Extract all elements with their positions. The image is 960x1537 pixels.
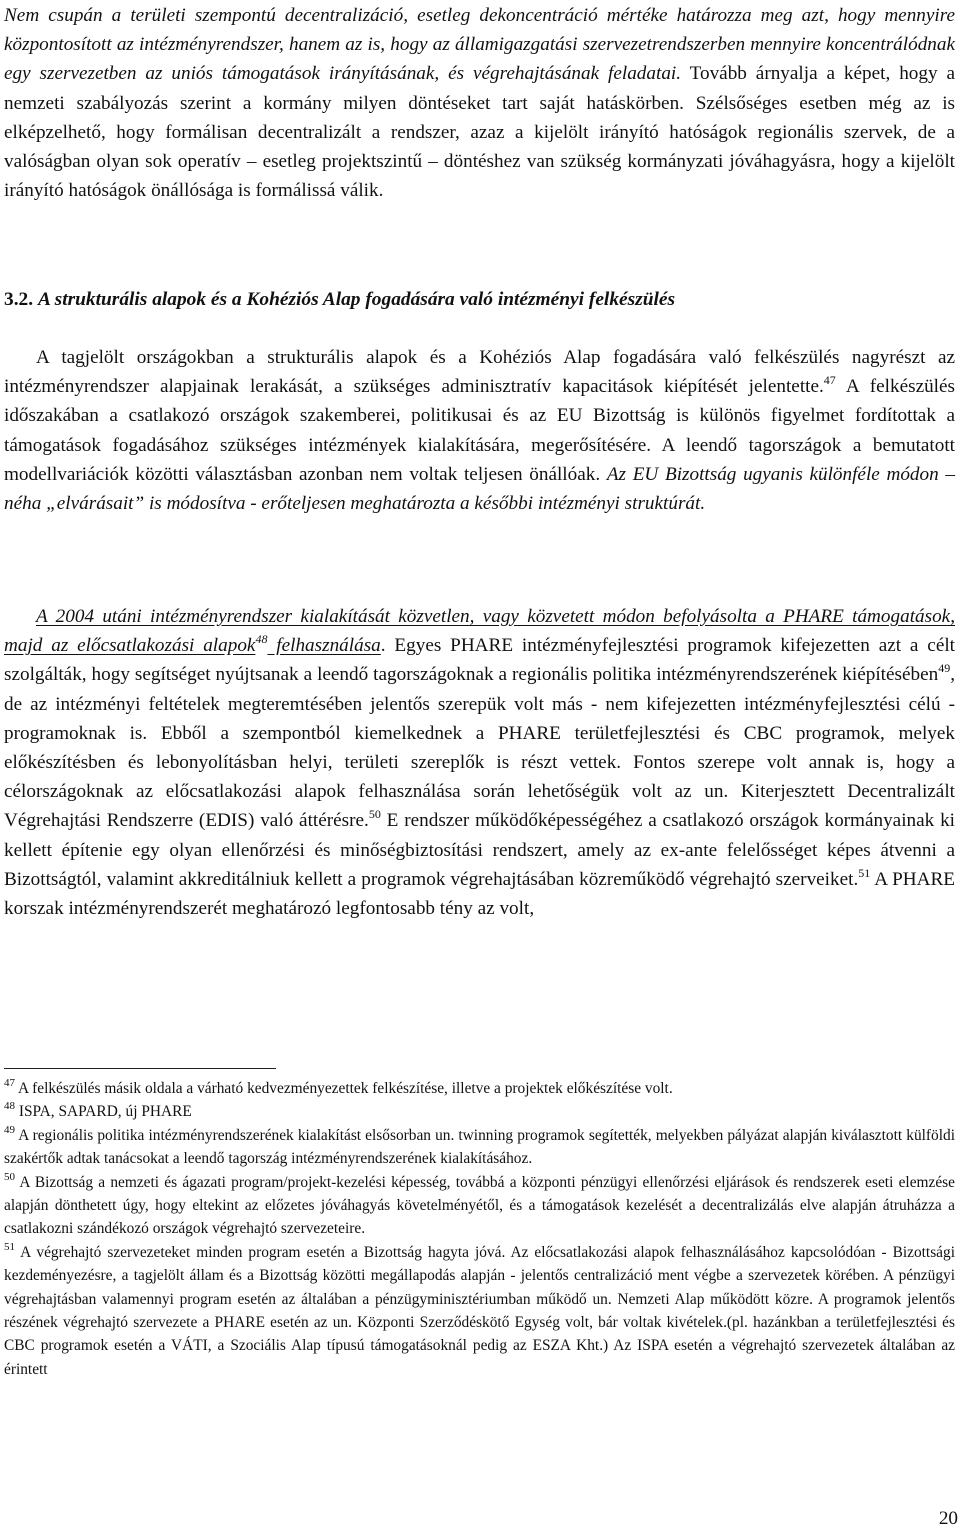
paragraph3-text-1: . Egyes PHARE intézményfejlesztési programok kifejezetten azt a célt szolgálták, hogy segítséget nyújtsanak a leendő tagországoknak a regionális politika intézményrendszerének kiépítésében [4, 635, 955, 686]
footnote-number: 47 [4, 1077, 15, 1089]
footnote-51 [4, 1241, 955, 1381]
footnote-number: 49 [4, 1123, 15, 1136]
paragraph2-text-1: A tagjelölt országokban a strukturális alapok és a Kohéziós Alap fogadására való felkészülés nagyrészt az intézményrendszer alapjainak lerakását, a szükséges adminisztratív kapacitások kiépítését jelentette. [4, 347, 955, 398]
footnote-ref-50[interactable]: 50 [368, 807, 381, 822]
footnote-separator [4, 1068, 276, 1069]
paragraph-preparation [4, 343, 955, 518]
paragraph2-text-2: A felkészülés időszakában a csatlakozó országok szakemberei, politikusai és az EU Bizottság is különös figyelmet fordítottak a támogatások fogadásához szükséges intézmények kialakítására, megerősítésére. A leendő tagországok a bemutatott modellvariációk közötti választásban azonban nem voltak teljesen önállóak. [4, 376, 955, 485]
paragraph1-italic-text: Nem csupán a területi szempontú decentralizáció, esetleg dekoncentráció mértéke határozza meg azt, hogy mennyire központosított az intézményrendszer, hanem az is, hogy az államigazgatási szervezetrendszerben mennyire koncentrálódnak egy szervezetben az uniós támogatások irányításának, és végrehajtásának feladatai. [4, 5, 955, 85]
section-number: 3.2. [4, 289, 34, 310]
footnote-text: A regionális politika intézményrendszerének kialakítást elsősorban un. twinning programok segítették, melyekben pályázat alapján kiválasztott külföldi szakértők adtak tanácsokat a leendő tagország intézményrendszerének kialakításához. [4, 1126, 955, 1168]
footnote-49 [4, 1124, 955, 1171]
footnote-50 [4, 1171, 955, 1241]
footnotes [4, 1077, 955, 1381]
section-title: A strukturális alapok és a Kohéziós Alap fogadására való intézményi felkészülés [37, 289, 676, 310]
paragraph3-underlined-1: A 2004 utáni intézményrendszer kialakítását közvetlen, vagy közvetett módon befolyásolta a PHARE támogatások, majd az előcsatlakozási alapok [4, 606, 955, 657]
paragraph2-italic-text: Az EU Bizottság ugyanis különféle módon – néha „elvárásait” is módosítva - erőteljesen meghatározta a későbbi intézményi struktúrát. [4, 463, 955, 515]
footnote-number: 48 [4, 1100, 15, 1113]
footnote-number: 51 [4, 1240, 15, 1253]
footnote-48 [4, 1100, 955, 1123]
footnote-text: A végrehajtó szervezeteket minden program esetén a Bizottság hagyta jóvá. Az előcsatlakozási alapok felhasználásához kapcsolódóan - Bizottsági kezdeményezésre, a tagjelölt állam és a Bizottság közötti megállapodás alapján - jelentős centralizáció ment végbe a szervezetek körében. A pénzügyi végrehajtásban valamennyi program esetén az általában a pénzügyminisztériumban működő un. Nemzeti Alap működött közre. A programok jelentős részének végrehajtó szervezete a PHARE esetén az un. Központi Szerződéskötő Egység volt, bár voltak kivételek.(pl. hazánkban a területfejlesztési és CBC programok esetén a VÁTI, a Szociális Alap típusú támogatásoknál pedig az ESZA Kht.) Az ISPA esetén a végrehajtó szervezetek általában az érintett [4, 1243, 955, 1378]
paragraph-phare [4, 602, 955, 923]
footnote-text: A Bizottság a nemzeti és ágazati program/projekt-kezelési képesség, továbbá a központi pénzügyi ellenőrzési eljárások és rendszerek eseti elemzése alapján dönthetett úgy, hogy eltekint az előzetes jóváhagyás követelményétől, és a támogatások kezelését a decentralizálás elve alapján átruházza a csatlakozni szándékozó országok végrehajtó szervezeteire. [4, 1173, 955, 1238]
footnote-ref-48[interactable]: 48 [255, 632, 268, 647]
paragraph1-text: Tovább árnyalja a képet, hogy a nemzeti szabályozás szerint a kormány milyen döntéseket tart saját hatáskörben. Szélsőséges esetben még az is elképzelhető, hogy formálisan decentralizált a rendszer, azaz a kijelölt irányító hatóságok regionális szervek, de a valóságban olyan sok operatív – esetleg projektszintű – döntéshez van szükség kormányzati jóváhagyásra, hogy a kijelölt irányító hatóságok önállósága is formálissá válik. [4, 63, 956, 202]
page-number: 20 [938, 1508, 958, 1529]
footnote-number: 50 [4, 1170, 15, 1183]
footnote-ref-49[interactable]: 49 [938, 661, 951, 676]
footnote-text: A felkészülés másik oldala a várható kedvezményezettek felkészítése, illetve a projektek előkészítése volt. [15, 1080, 673, 1097]
paragraph3-underlined-2: felhasználása [267, 635, 381, 657]
footnote-ref-51[interactable]: 51 [858, 865, 871, 880]
paragraph-decentralization [4, 1, 955, 205]
paragraph3-text-4: A PHARE korszak intézményrendszerét meghatározó legfontosabb tény az volt, [4, 868, 956, 920]
footnote-ref-47[interactable]: 47 [823, 373, 836, 388]
footnote-text: ISPA, SAPARD, új PHARE [15, 1103, 192, 1121]
paragraph3-text-3: E rendszer működőképességéhez a csatlakozó országok kormányainak ki kellett építenie egy olyan ellenőrzési és minőségbiztosítási rendszert, amely az ex-ante felelősséget képes átvenni a Bizottságtól, valamint akkreditálniuk kellett a programok végrehajtásában közreműködő végrehajtó szerveiket. [4, 810, 955, 890]
section-heading [4, 286, 955, 314]
footnote-47 [4, 1077, 955, 1100]
paragraph3-text-2: , de az intézményi feltételek megteremtésében jelentős szerepük volt más - nem kifejezetten intézményfejlesztési célú - programoknak is. Ebből a szempontból kiemelkednek a PHARE területfejlesztési és CBC programok, melyek előkészítésben és lebonyolításban helyi, területi szereplők is részt vettek. Fontos szerepe volt annak is, hogy a célországoknak az előcsatlakozási alapok felhasználása során lehetőségük volt az un. Kiterjesztett Decentralizált Végrehajtási Rendszerre (EDIS) való áttérésre. [4, 664, 955, 832]
